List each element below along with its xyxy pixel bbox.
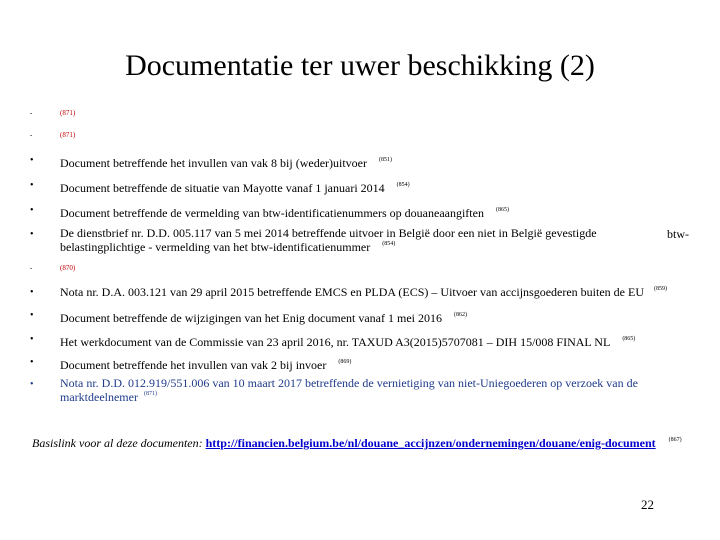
reference-mark: (869)	[338, 359, 352, 365]
bullet: •	[30, 379, 34, 390]
list-item	[0, 378, 720, 404]
list-item-text-line1: De dienstbrief nr. D.D. 005.117 van 5 mei 2014 betreffende uitvoer in België door een niet in België gevestigde	[60, 226, 597, 240]
reference-mark: (865)	[622, 336, 636, 342]
footer-basislink	[32, 436, 682, 451]
bullet: •	[30, 205, 34, 216]
list-item-text-line2: belastingplichtige - vermelding van het btw-identificatienummer	[60, 240, 371, 254]
list-item	[0, 228, 720, 254]
list-item-text-line1: Nota nr. D.D. 012.919/551.006 van 10 maart 2017 betreffende de vernietiging van niet-Uniegoederen op verzoek van de	[60, 376, 638, 390]
reference-mark: (862)	[454, 312, 467, 318]
bullet: •	[30, 155, 34, 166]
bullet: •	[30, 229, 34, 240]
bullet: •	[30, 287, 34, 298]
reference-mark: (870)	[60, 264, 76, 272]
bullet: •	[30, 180, 34, 191]
list-item-text-end: btw-	[667, 227, 689, 241]
documents-link[interactable]: http://financien.belgium.be/nl/douane_accijnzen/ondernemingen/douane/enig-document	[205, 436, 656, 450]
reference-mark: (854)	[396, 182, 410, 188]
list-item-text: Document betreffende de situatie van Mayotte vanaf 1 januari 2014	[60, 181, 385, 195]
reference-mark: (865)	[495, 207, 509, 213]
list-item-text: Document betreffende het invullen van vak 8 bij (weder)uitvoer	[60, 156, 368, 170]
list-item-text: Document betreffende de vermelding van btw-identificatienummers op douaneaangiften	[60, 206, 484, 220]
reference-mark: (854)	[382, 241, 396, 247]
list-item-text: Document betreffende de wijzigingen van het Enig document vanaf 1 mei 2016	[60, 311, 442, 325]
bullet: •	[30, 334, 34, 345]
bullet: •	[30, 310, 34, 321]
bullet: -	[30, 264, 33, 272]
reference-mark: (859)	[654, 286, 667, 292]
reference-mark: (871)	[60, 109, 76, 117]
reference-mark: (851)	[379, 157, 393, 163]
list-item-text: Nota nr. D.A. 003.121 van 29 april 2015 betreffende EMCS en PLDA (ECS) – Uitvoer van accijnsgoederen buiten de EU	[60, 285, 644, 299]
reference-mark: (871)	[143, 391, 157, 397]
bullet: -	[30, 131, 33, 139]
list-item-text-line2: marktdeelnemer	[60, 390, 138, 404]
reference-mark: (871)	[60, 131, 76, 139]
footer-label: Basislink voor al deze documenten:	[32, 436, 203, 450]
page-title: Documentatie ter uwer beschikking (2)	[125, 49, 595, 82]
list-item-text: Het werkdocument van de Commissie van 23 april 2016, nr. TAXUD A3(2015)5707081 – DIH 15/008 FINAL NL	[60, 335, 611, 349]
bullet: •	[30, 357, 34, 368]
bullet: -	[30, 109, 33, 117]
list-item-text: Document betreffende het invullen van vak 2 bij invoer	[60, 358, 327, 372]
page-number: 22	[641, 497, 654, 512]
reference-mark: (867)	[668, 437, 682, 443]
